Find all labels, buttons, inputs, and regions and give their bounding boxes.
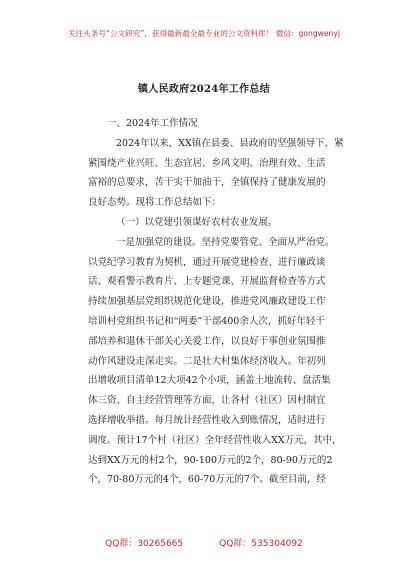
body-line: （一）以党建引领谋好农村农业发展。: [116, 216, 278, 228]
body-line: 紧围绕产业兴旺、生态宜居、乡风文明、治理有效、生活: [88, 157, 326, 169]
document-title: 镇人民政府2024年工作总结: [137, 84, 271, 95]
body-line: 持续加强基层党组织规范化建设，推进党风廉政建设工作: [88, 296, 326, 308]
body-line: 培训村党组织书记和“两委”干部400余人次，抓好年轻干: [88, 315, 325, 327]
document-body: [88, 114, 346, 490]
body-line: 一、2024年工作情况: [107, 118, 198, 129]
body-line: 个，70-80万元的4个，60-70万元的7个。截至目前，经: [88, 474, 326, 486]
body-line: 出增收项目清单12大项42个小项，涵盖土地流转、盘活集: [88, 375, 331, 387]
body-line: 2024年以来，XX镇在县委、县政府的坚强领导下，紧: [116, 137, 344, 149]
body-line: 调度。预计17个村（社区）全年经营性收入XX万元，其中，: [88, 434, 342, 446]
body-line: 良好态势。现将工作总结如下：: [88, 197, 222, 209]
qq-group-right: QQ群：535304092: [219, 539, 303, 549]
body-line: 富裕的总要求，苦干实干加油干，全镇保持了健康发展的: [88, 177, 326, 189]
body-line: 话、观看警示教育片、上专题党课、开展监督检查等方式: [88, 276, 326, 288]
body-line: 部培养和退休干部关心关爱工作，以良好干事创业氛围推: [88, 335, 326, 347]
body-line: 以党纪学习教育为契机，通过开展党建检查、进行廉政谈: [88, 256, 326, 268]
qq-group-left: QQ群：30265665: [105, 539, 184, 549]
promo-banner: 关注头条号“公文研究”，获得最新最全最专业的公文资料库！ 微信：gongwenyj: [68, 29, 340, 38]
body-line: 动作风建设走深走实。二是壮大村集体经济收入。年初列: [88, 355, 326, 367]
footer-contacts: [0, 536, 408, 549]
body-line: 体三资、自主经营管理等方面，让各村（社区）因村制宜: [88, 395, 326, 407]
body-line: 选择增收举措。每月统计经营性收入到账情况，适时进行: [88, 414, 326, 426]
body-line: 达到XX万元的村2个，90-100万元的2个，80-90万元的2: [88, 454, 333, 466]
body-line: 一是加强党的建设。坚持党要管党、全面从严治党。: [116, 236, 335, 248]
